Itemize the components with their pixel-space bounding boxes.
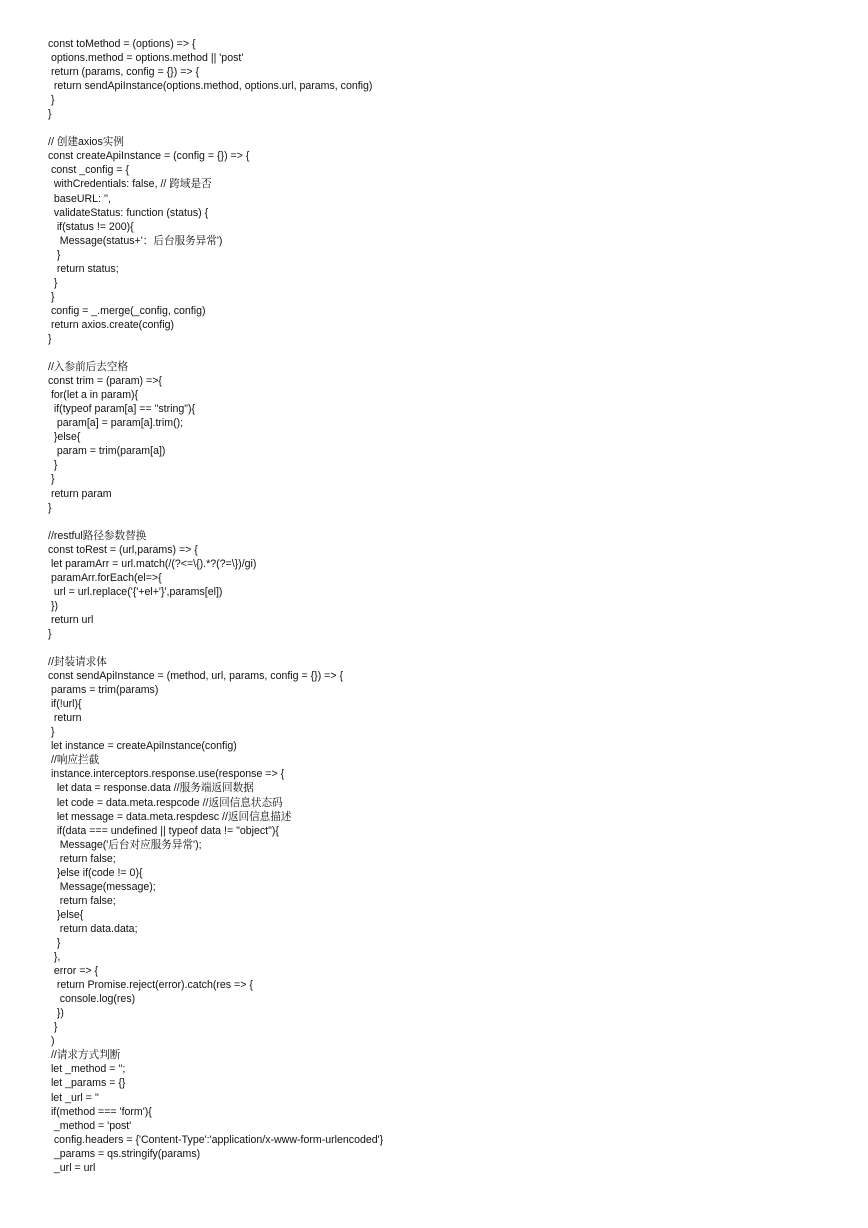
code-line: return data.data; <box>48 922 138 935</box>
code-line: if(status != 200){ <box>48 220 134 233</box>
code-line: if(!url){ <box>48 698 82 711</box>
code-line: }else{ <box>48 908 84 921</box>
code-line: Message('后台对应服务异常'); <box>48 838 202 851</box>
code-line: _params = qs.stringify(params) <box>48 1147 201 1160</box>
code-line: instance.interceptors.response.use(response => { <box>48 768 285 781</box>
code-line: } <box>48 473 55 486</box>
code-line: } <box>48 94 55 107</box>
code-line: return sendApiInstance(options.method, options.url, params, config) <box>48 80 373 93</box>
code-line: param[a] = param[a].trim(); <box>48 417 184 430</box>
code-line: let message = data.meta.respdesc //返回信息描述 <box>48 810 292 823</box>
code-line: //restful路径参数替换 <box>48 529 147 542</box>
code-line: if(method === 'form'){ <box>48 1105 152 1118</box>
code-line: let instance = createApiInstance(config) <box>48 740 237 753</box>
code-line: //入参前后去空格 <box>48 361 129 374</box>
code-line: }, <box>48 951 61 964</box>
code-line: validateStatus: function (status) { <box>48 206 209 219</box>
code-line: } <box>48 726 55 739</box>
code-line: const sendApiInstance = (method, url, params, config = {}) => { <box>48 670 344 683</box>
code-line: } <box>48 276 58 289</box>
code-line: } <box>48 248 61 261</box>
code-line: }) <box>48 599 59 612</box>
code-line: paramArr.forEach(el=>{ <box>48 571 162 584</box>
code-line: options.method = options.method || 'post' <box>48 52 244 65</box>
code-line: error => { <box>48 965 99 978</box>
code-line: let _method = ''; <box>48 1063 126 1076</box>
code-line: } <box>48 332 52 345</box>
code-line: Message(message); <box>48 880 156 893</box>
code-line: Message(status+'：后台服务异常') <box>48 234 223 247</box>
code-line: for(let a in param){ <box>48 389 139 402</box>
code-line: let paramArr = url.match(/(?<=\{).*?(?=\})/gi) <box>48 557 257 570</box>
code-line: return status; <box>48 262 119 275</box>
code-line: const toMethod = (options) => { <box>48 38 196 50</box>
code-line: } <box>48 501 52 514</box>
code-line: const trim = (param) =>{ <box>48 375 162 388</box>
code-line: config.headers = {'Content-Type':'application/x-www-form-urlencoded'} <box>48 1133 384 1146</box>
code-line: return (params, config = {}) => { <box>48 66 200 79</box>
code-line: param = trim(param[a]) <box>48 445 166 458</box>
code-line: } <box>48 627 52 640</box>
code-line: } <box>48 290 55 303</box>
code-line: //请求方式判断 <box>48 1049 121 1062</box>
code-line: let _params = {} <box>48 1077 126 1090</box>
code-line: console.log(res) <box>48 993 136 1006</box>
code-line: }else{ <box>48 431 81 444</box>
code-line: //响应拦截 <box>48 754 100 767</box>
code-line: ) <box>48 1035 55 1048</box>
code-line: } <box>48 459 58 472</box>
blank-line <box>48 515 848 529</box>
code-line: } <box>48 108 52 121</box>
code-line: return <box>48 712 82 725</box>
blank-line <box>48 641 848 655</box>
code-line: _method = 'post' <box>48 1119 132 1132</box>
code-line: }) <box>48 1007 64 1020</box>
code-line: _url = url <box>48 1161 96 1174</box>
code-line: let _url = '' <box>48 1091 99 1104</box>
code-line: }else if(code != 0){ <box>48 866 143 879</box>
code-line: return false; <box>48 894 116 907</box>
code-line: params = trim(params) <box>48 684 159 697</box>
code-line: if(typeof param[a] == "string"){ <box>48 403 196 416</box>
code-line: withCredentials: false, // 跨域是否 <box>48 178 212 191</box>
code-line: baseURL: '', <box>48 192 111 205</box>
code-line: } <box>48 937 61 949</box>
code-line: } <box>48 1021 58 1034</box>
code-line: return url <box>48 613 94 626</box>
code-line: const toRest = (url,params) => { <box>48 543 198 556</box>
code-line: return param <box>48 487 112 500</box>
code-block <box>48 37 848 1175</box>
code-line: return Promise.reject(error).catch(res => { <box>48 979 253 992</box>
code-line: const createApiInstance = (config = {}) => { <box>48 150 250 163</box>
code-line: if(data === undefined || typeof data != "object"){ <box>48 824 279 837</box>
code-line: config = _.merge(_config, config) <box>48 304 206 317</box>
code-line: return axios.create(config) <box>48 318 175 331</box>
blank-line <box>48 346 848 360</box>
blank-line <box>48 121 848 135</box>
code-line: const _config = { <box>48 164 129 177</box>
code-line: return false; <box>48 852 116 865</box>
code-line: // 创建axios实例 <box>48 136 124 149</box>
code-line: let code = data.meta.respcode //返回信息状态码 <box>48 796 283 809</box>
code-line: //封装请求体 <box>48 656 107 669</box>
code-line: url = url.replace('{'+el+'}',params[el]) <box>48 585 223 598</box>
code-line: let data = response.data //服务端返回数据 <box>48 782 254 795</box>
